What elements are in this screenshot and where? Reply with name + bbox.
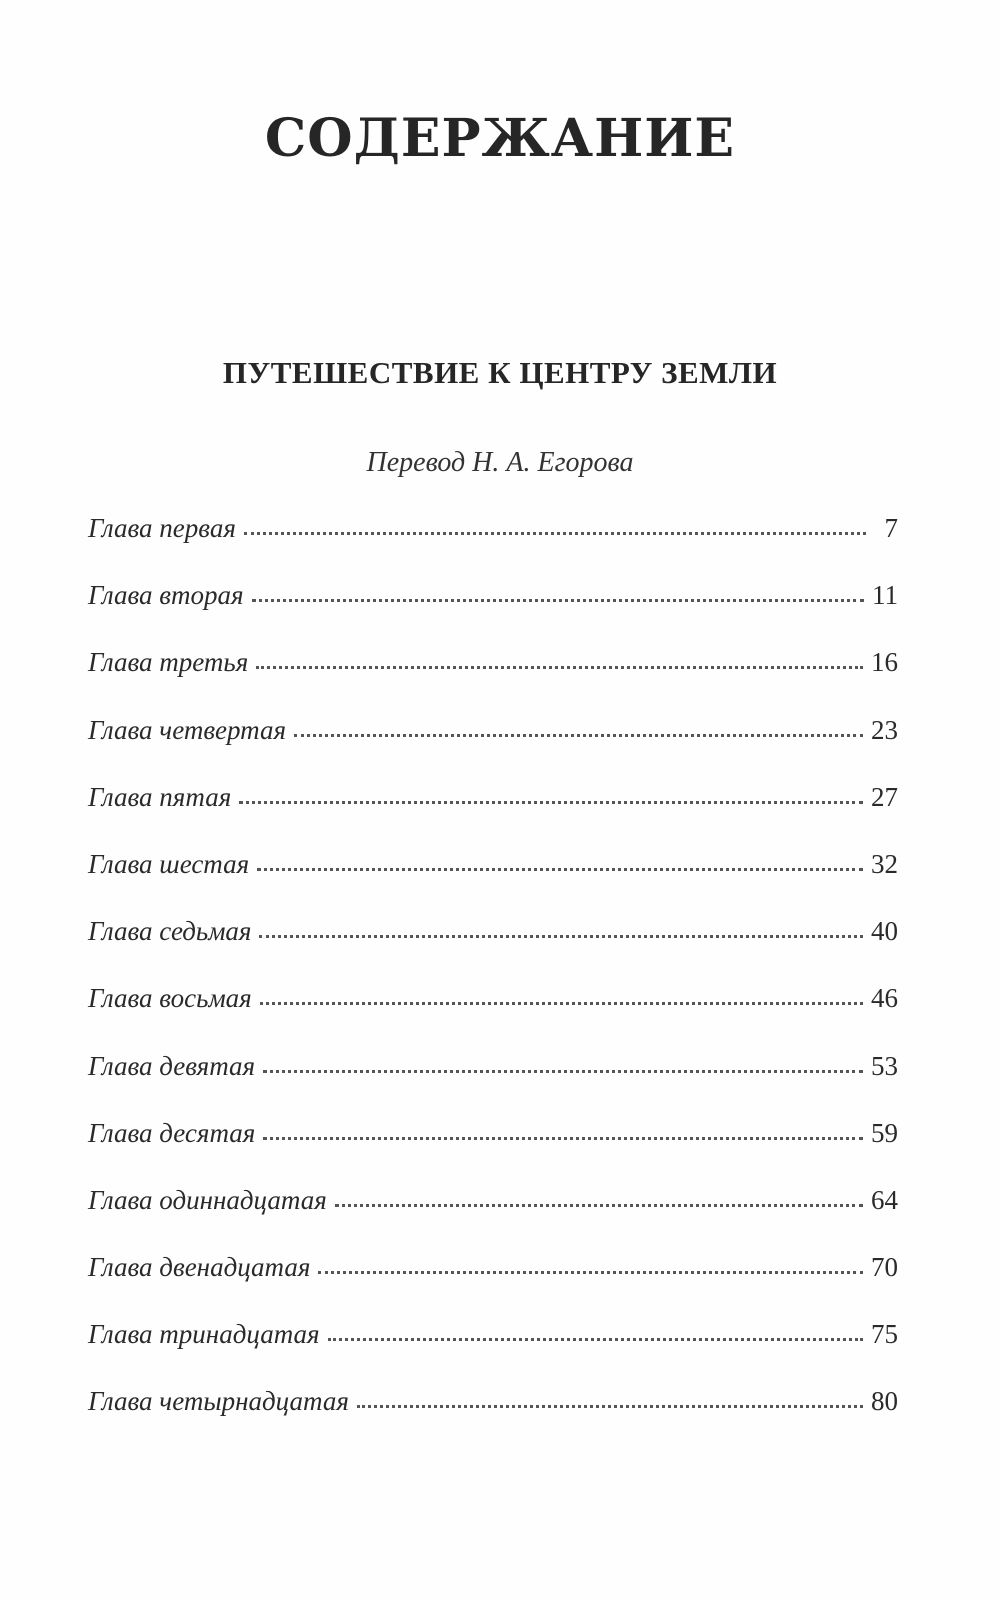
toc-entry-label: Глава седьмая — [88, 916, 252, 947]
toc-entry-label: Глава вторая — [88, 580, 244, 611]
dot-leader — [256, 664, 863, 669]
toc-entry-page: 64 — [871, 1184, 898, 1215]
toc-entry-page: 23 — [871, 714, 898, 745]
dot-leader — [335, 1202, 863, 1207]
dot-leader — [263, 1068, 863, 1073]
toc-entry[interactable] — [88, 513, 898, 580]
toc-entry-label: Глава первая — [88, 513, 236, 543]
dot-leader — [244, 530, 866, 535]
toc-entry-page: 75 — [871, 1319, 898, 1350]
toc-entry-label: Глава пятая — [88, 781, 232, 812]
toc-entry-page: 80 — [871, 1386, 898, 1417]
toc-entry-page: 32 — [871, 848, 898, 879]
toc-entry[interactable] — [88, 1185, 898, 1252]
section-title: ПУТЕШЕСТВИЕ К ЦЕНТРУ ЗЕМЛИ — [222, 355, 778, 390]
toc-entry[interactable] — [88, 1319, 898, 1386]
dot-leader — [259, 933, 863, 938]
toc-entry[interactable] — [88, 849, 898, 916]
toc-entry-label: Глава десятая — [88, 1117, 256, 1148]
toc-entry-label: Глава третья — [88, 647, 249, 678]
dot-leader — [318, 1269, 863, 1274]
toc-entry-page: 70 — [871, 1252, 898, 1283]
toc-entry[interactable] — [88, 1118, 898, 1185]
toc-entry-page: 59 — [871, 1117, 898, 1148]
toc-entry[interactable] — [88, 1386, 898, 1453]
toc-entry-page: 11 — [872, 580, 898, 611]
dot-leader — [260, 1000, 863, 1005]
toc-entry-label: Глава девятая — [88, 1050, 256, 1081]
toc-entry-label: Глава четырнадцатая — [88, 1386, 349, 1417]
dot-leader — [263, 1135, 863, 1140]
translator-credit: Перевод Н. А. Егорова — [366, 447, 634, 478]
dot-leader — [257, 866, 863, 871]
toc-entry[interactable] — [88, 1051, 898, 1118]
toc-entry[interactable] — [88, 715, 898, 782]
table-of-contents — [88, 513, 898, 1454]
toc-entry-page: 27 — [871, 781, 898, 812]
toc-entry-page: 40 — [871, 916, 898, 947]
dot-leader — [328, 1336, 863, 1341]
toc-entry-label: Глава тринадцатая — [88, 1319, 320, 1350]
toc-entry[interactable] — [88, 580, 898, 647]
toc-entry-page: 53 — [871, 1050, 898, 1081]
toc-entry[interactable] — [88, 647, 898, 714]
dot-leader — [252, 597, 864, 602]
dot-leader — [357, 1403, 863, 1408]
toc-entry-page: 7 — [884, 513, 898, 543]
toc-entry[interactable] — [88, 916, 898, 983]
toc-entry-page: 16 — [871, 647, 898, 678]
dot-leader — [294, 732, 863, 737]
dot-leader — [239, 799, 863, 804]
toc-entry-label: Глава четвертая — [88, 714, 287, 745]
toc-entry[interactable] — [88, 782, 898, 849]
toc-entry-page: 46 — [871, 983, 898, 1014]
toc-entry-label: Глава восьмая — [88, 983, 252, 1014]
toc-entry-label: Глава двенадцатая — [88, 1252, 311, 1283]
toc-entry[interactable] — [88, 1252, 898, 1319]
toc-entry-label: Глава шестая — [88, 848, 250, 879]
toc-entry[interactable] — [88, 983, 898, 1050]
toc-entry-label: Глава одиннадцатая — [88, 1184, 327, 1215]
page-title: СОДЕРЖАНИЕ — [264, 108, 736, 169]
